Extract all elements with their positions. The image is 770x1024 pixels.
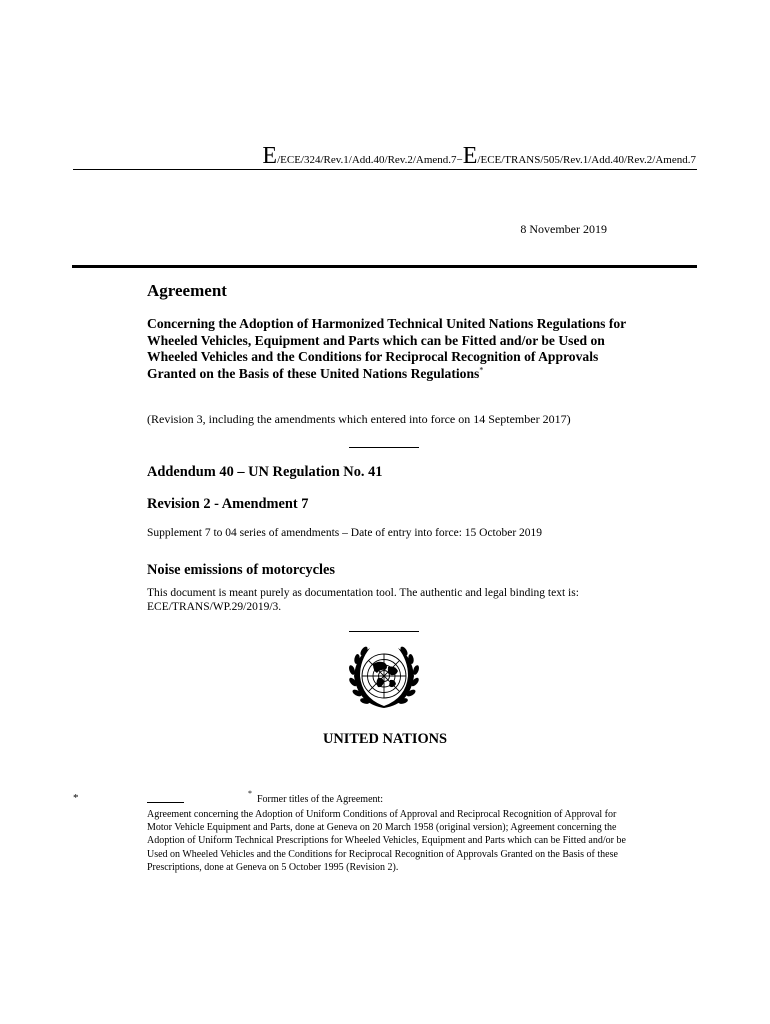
symbol-separator: −: [456, 154, 463, 166]
thick-rule: [72, 265, 697, 268]
footnote-marker: *: [73, 792, 79, 804]
subtitle-footnote-mark: *: [479, 365, 484, 375]
subtitle-text: Concerning the Adoption of Harmonized Technical United Nations Regulations for Wheeled Vehicles, Equipment and Parts which can be Fitted and/or be Used on Wheeled Vehicles and the Conditions for Reciprocal Recognition of Approvals Granted on the Basis of these United Nations Regulations: [147, 316, 626, 381]
footnote-rule: [147, 802, 184, 803]
document-date: 8 November 2019: [520, 222, 607, 236]
header-rule: [73, 169, 697, 170]
footnote-ref-mark: *: [248, 789, 252, 798]
agreement-subtitle: [147, 316, 627, 382]
addendum-heading: Addendum 40 – UN Regulation No. 41: [147, 464, 383, 480]
symbol-2-rest: /ECE/TRANS/505/Rev.1/Add.40/Rev.2/Amend.7: [477, 154, 696, 166]
symbol-1-letter: E: [262, 143, 278, 169]
separator-rule: [349, 447, 419, 448]
footnote-text: Agreement concerning the Adoption of Uniform Conditions of Approval and Reciprocal Recognition of Approval for Motor Vehicle Equipment and Parts, done at Geneva on 20 March 1958 (original version); Agreement concerning the Adoption of Uniform Technical Prescriptions for Wheeled Vehicles, Equipment and Parts which can be Fitted and/or be Used on Wheeled Vehicles and the Conditions for Reciprocal Recognition of Approvals Granted on the Basis of these Prescriptions, done at Geneva on 5 October 1995 (Revision 2).: [147, 809, 626, 873]
documentation-note: This document is meant purely as documentation tool. The authentic and legal binding text is: ECE/TRANS/WP.29/2019/3.: [147, 587, 579, 613]
page-title: Agreement: [147, 281, 227, 300]
symbol-2-letter: E: [462, 143, 478, 169]
revision-note: (Revision 3, including the amendments which entered into force on 14 September 2017): [147, 412, 571, 426]
un-emblem-icon: [340, 640, 428, 716]
supplement-note: Supplement 7 to 04 series of amendments – Date of entry into force: 15 October 2019: [147, 527, 543, 539]
organization-name: UNITED NATIONS: [322, 731, 448, 747]
footnote-heading: Former titles of the Agreement:: [257, 794, 384, 805]
document-symbol: [73, 144, 696, 168]
separator-rule: [349, 631, 419, 632]
symbol-1-rest: /ECE/324/Rev.1/Add.40/Rev.2/Amend.7: [277, 154, 457, 166]
revision-amendment-heading: Revision 2 - Amendment 7: [147, 496, 309, 512]
subject-heading: Noise emissions of motorcycles: [147, 562, 335, 578]
